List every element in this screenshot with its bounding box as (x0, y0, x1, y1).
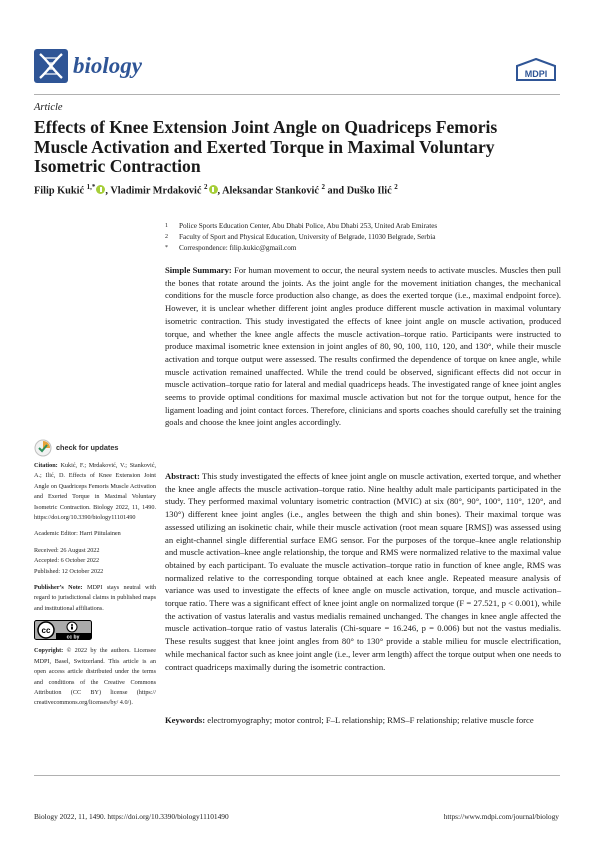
simple-summary (165, 264, 561, 429)
orcid-icon[interactable] (96, 185, 105, 194)
author-name: Vladimir Mrdaković (110, 185, 202, 197)
check-for-updates-button[interactable] (34, 439, 156, 457)
author-affiliation: 1,* (86, 183, 96, 191)
publisher-note-text: MDPI stays neutral with regard to jurisdictional claims in published maps and institutional affiliations. (34, 584, 157, 612)
article-type: Article (34, 102, 63, 113)
editor-label: Academic Editor: (34, 530, 78, 538)
affiliations (165, 221, 565, 254)
simple-summary-text: For human movement to occur, the neural system needs to activate muscles. Muscles then pull the bones that rotate around the joints. As the joint angle for the movement initiation changes, the mechanical conditions for the muscle force production also change, as does the exerted torque (i.e., maximal endpoint force). However, it is unclear whether different joint angles produce different muscle activation in maximal voluntary isometric contraction. This study investigated the effects of knee joint angle on muscle activation, produced torque, and whether the knee angle affects the muscle activation–torque ratio. Participants were instructed to produce maximal isometric knee extension in joint angles of 80, 90, 100, 110, 120, and 130°, while their muscle activation and torque output were assessed. The results confirmed the dependence of torque on knee angle, while muscle activation remained unaffected. While the trend could be observed, significant effects did not occur in muscle activation–torque ratio for lateral and medial quadriceps heads. The investigated range of knee joint angles seems to provide optimal conditions for maximal muscle activation but not for the torque output, hence for the ligament loading and joint contact forces. Therefore, clinicians and sports coaches should carefully set the training goals and choose the knee joint angles accordingly. (165, 265, 561, 428)
citation-text: Kukić, F.; Mrdaković, V.; Stanković, A.; Ilić, D. Effects of Knee Extension Joint Angle on Quadriceps Femoris Muscle Activation and Exerted Torque in Maximal Voluntary Isometric Contraction. Biology 2022, 11, 1490. https://doi.org/10.3390/biology11101490 (34, 462, 156, 522)
keywords-label: Keywords: (165, 715, 206, 725)
copyright-text: © 2022 by the authors. Licensee MDPI, Basel, Switzerland. This article is an open access article distributed under the terms and conditions of the Creative Commons Attribution (CC BY) license (https:// creativecommons.org/licenses/by/ 4.0/). (34, 647, 156, 707)
author-name: Duško Ilić (346, 185, 392, 197)
footer-divider (34, 775, 560, 776)
publisher-name: MDPI (524, 69, 548, 79)
check-updates-label: check for updates (56, 443, 119, 452)
header-divider (34, 94, 560, 95)
journal-logo-icon (34, 49, 68, 83)
publisher-note-label: Publisher’s Note: (34, 584, 83, 592)
abstract (165, 470, 561, 673)
affiliation-number: 1 (165, 223, 168, 229)
citation-block (34, 461, 156, 523)
abstract-text: This study investigated the effects of knee joint angle on muscle activation, exerted torque, and whether the knee angle affects the muscle activation–torque ratio. Nine healthy adult male participants participated in the study. They performed maximal voluntary isometric contraction (MVIC) at six (80°, 90°, 100°, 110°, 120°, and 130°) different knee joint angles (i.e., angles between the thigh and shin bones). Their maximal torque was assessed utilizing an isokinetic chair, while their muscle activation (root mean square [RMS]) was assessed using an eight-channel single differential surface EMG sensor. For the purposes of the torque–knee angle relationship and muscle activation–knee angle relationship, the torque and RMS were normalized relative to the maximal value obtained by each participant. To evaluate the muscle activation–torque ratio in function of knee angle, RMS was normalized relative to the corresponding torque obtained at each knee angle. Repeated measure analysis of variance was used to investigate the effects of knee angle on muscle activation, torque, and muscle activation–torque ratio. There was a significant effect of knee joint angle on normalized torque (F = 27.521, p < 0.001), while the activation of vastus lateralis and vastus medialis remained unchanged. The changes in knee angle affected the muscle activation–torque ratio of vastus lateralis (Chi-square = 16.246, p = 0.006) but not the vastus medialis. These results suggest that knee joint angles from 80° to 130° provide a stable milieu for muscle electrification, while mechanical factor such as knee joint angle (i.e., lever arm length) affect the torque output when one needs to contract quadriceps maximally during the isometric contraction. (165, 471, 561, 672)
editor-name: Harri Piitulainen (79, 530, 121, 538)
correspondence-text[interactable]: Correspondence: filip.kukic@gmail.com (179, 244, 297, 252)
copyright-label: Copyright: (34, 647, 64, 655)
check-updates-icon (34, 439, 52, 457)
affiliation-text: Faculty of Sport and Physical Education, University of Belgrade, 11030 Belgrade, Serbia (179, 233, 436, 241)
accepted-date: Accepted: 6 October 2022 (34, 557, 100, 565)
cc-badge-label: cc by (66, 634, 80, 641)
publisher-note-block (34, 583, 156, 614)
orcid-icon[interactable] (209, 185, 218, 194)
cc-by-license-badge[interactable] (34, 620, 92, 640)
keywords-text: electromyography; motor control; F–L relationship; RMS–F relationship; relative muscle force (207, 715, 534, 725)
received-date: Received: 26 August 2022 (34, 546, 100, 554)
affiliation-number: 2 (165, 234, 168, 240)
author-list: Filip Kukić $^{1,*}$ , Vladimir Mrdaković $^2$ , Aleksandar Stanković $^2$ and Duško Ilić $^2$ (34, 183, 398, 197)
footer-journal-url[interactable]: https://www.mdpi.com/journal/biology (443, 812, 559, 821)
author-affiliation: 2 (321, 183, 325, 191)
published-date: Published: 12 October 2022 (34, 567, 104, 575)
journal-name: biology (73, 53, 142, 78)
affiliation-item (165, 232, 565, 243)
editor-block (34, 529, 156, 539)
affiliation-item (165, 243, 565, 254)
affiliation-item (165, 221, 565, 232)
affiliation-number: * (165, 245, 168, 251)
footer-citation[interactable]: Biology 2022, 11, 1490. https://doi.org/10.3390/biology11101490 (34, 812, 229, 821)
mdpi-logo[interactable] (515, 58, 557, 82)
citation-label: Citation: (34, 462, 58, 469)
affiliation-text: Police Sports Education Center, Abu Dhabi Police, Abu Dhabi 253, United Arab Emirates (179, 222, 438, 230)
author-name: Aleksandar Stanković (222, 185, 319, 197)
author-affiliation: 2 (204, 183, 208, 191)
author-name: Filip Kukić (34, 185, 85, 197)
author-affiliation: 2 (394, 183, 398, 191)
dates-block (34, 546, 156, 577)
article-info-sidebar (34, 439, 156, 715)
abstract-label: Abstract: (165, 471, 200, 481)
keywords (165, 714, 561, 727)
article-title: Effects of Knee Extension Joint Angle on Quadriceps Femoris Muscle Activation and Exerted Torque in Maximal Voluntary Isometric Contraction (34, 117, 498, 176)
copyright-block (34, 646, 156, 708)
simple-summary-label: Simple Summary: (165, 265, 232, 275)
svg-text:cc: cc (41, 626, 51, 636)
